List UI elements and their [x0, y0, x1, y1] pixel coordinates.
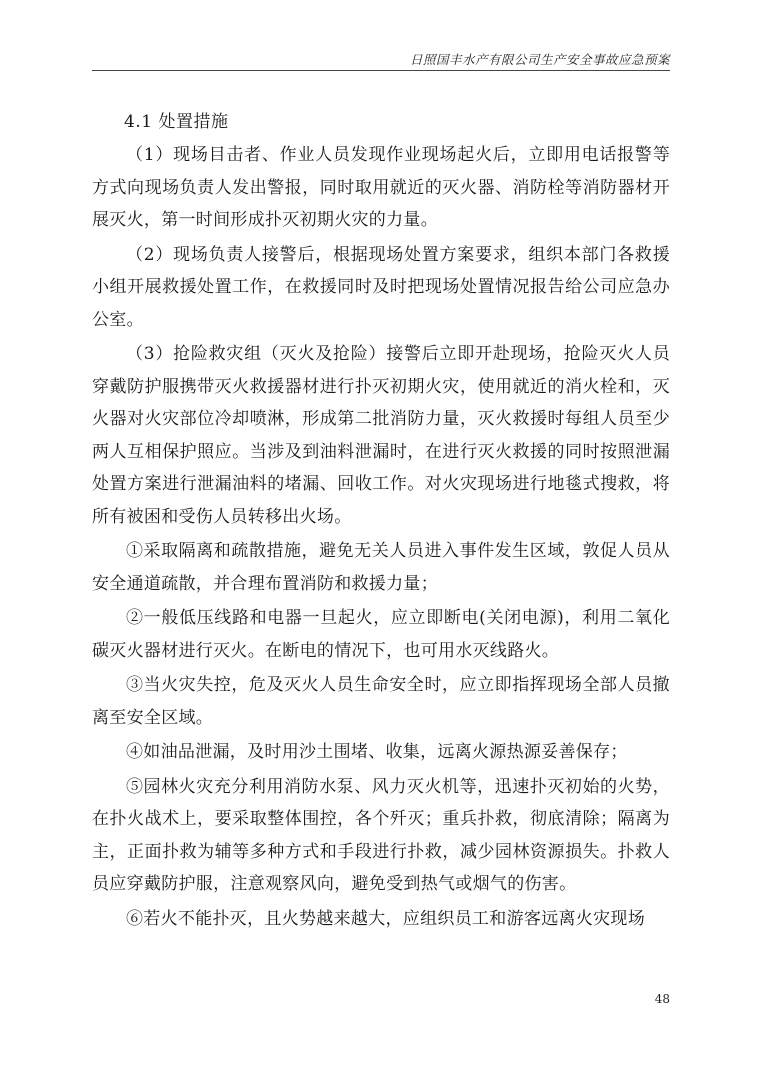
paragraph-6: ③当火灾失控，危及灭火人员生命安全时，应立即指挥现场全部人员撤离至安全区域。 [92, 675, 670, 728]
paragraph-7: ④如油品泄漏，及时用沙土围堵、收集，远离火源热源妥善保存； [126, 742, 628, 762]
header-divider [92, 70, 670, 71]
paragraph-5: ②一般低压线路和电器一旦起火，应立即断电(关闭电源)，利用二氧化碳灭火器材进行灭火。在断电的情况下，也可用水灭线路火。 [92, 608, 670, 661]
page-number: 48 [654, 992, 670, 1006]
document-header-title: 日照国丰水产有限公司生产安全事故应急预案 [409, 52, 670, 67]
paragraph-2: （2）现场负责人接警后，根据现场处置方案要求，组织本部门各救援小组开展救援处置工作，在救援同时及时把现场处置情况报告给公司应急办公室。 [92, 244, 670, 330]
paragraph-9: ⑥若火不能扑灭，且火势越来越大，应组织员工和游客远离火灾现场 [126, 908, 645, 929]
section-heading: 4.1 处置措施 [124, 112, 229, 132]
paragraph-3: （3）抢险救灾组（灭火及抢险）接警后立即开赴现场，抢险灭火人员穿戴防护服携带灭火救援器材进行扑灭初期火灾，使用就近的消火栓和，灭火器对火灾部位冷却喷淋，形成第二批消防力量，灭火救援时每组人员至少两人互相保护照应。当涉及到油料泄漏时，在进行灭火救援的同时按照泄漏处置方案进行泄漏油料的堵漏、回收工作。对火灾现场进行地毯式搜救，将所有被困和受伤人员转移出火场。 [92, 344, 670, 527]
page-body [92, 105, 670, 935]
paragraph-1: （1）现场目击者、作业人员发现作业现场起火后，立即用电话报警等方式向现场负责人发出警报，同时取用就近的灭火器、消防栓等消防器材开展灭火，第一时间形成扑灭初期火灾的力量。 [92, 145, 670, 230]
paragraph-8: ⑤园林火灾充分利用消防水泵、风力灭火机等，迅速扑灭初始的火势，在扑火战术上，要采取整体围控，各个歼灭；重兵扑救，彻底清除；隔离为主，正面扑救为辅等多种方式和手段进行扑救，减少园林资源损失。扑救人员应穿戴防护服，注意观察风向，避免受到热气或烟气的伤害。 [92, 776, 670, 894]
paragraph-4: ①采取隔离和疏散措施，避免无关人员进入事件发生区域，敦促人员从安全通道疏散，并合理布置消防和救援力量； [92, 541, 670, 594]
